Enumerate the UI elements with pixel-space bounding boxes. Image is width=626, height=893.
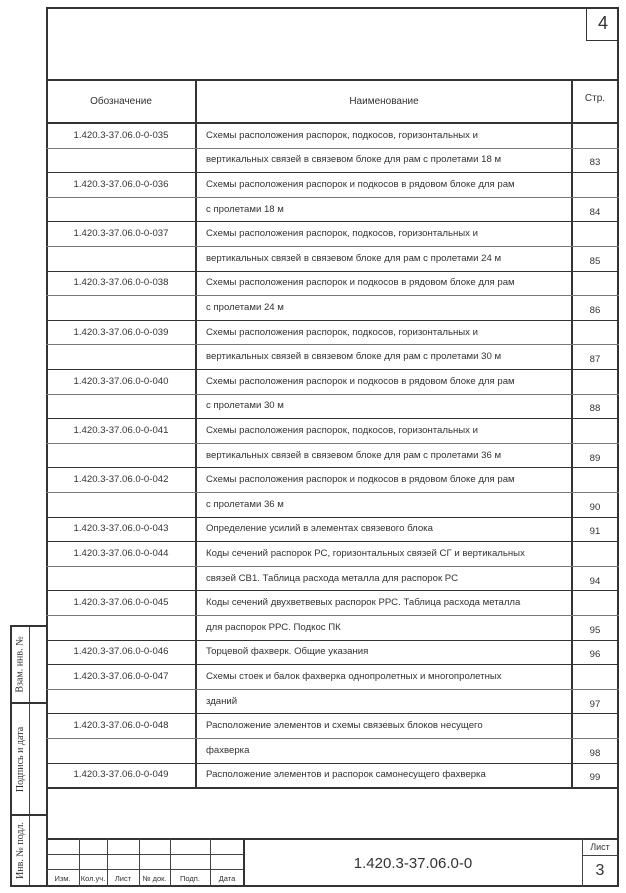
row-name-line: с пролетами 36 м (206, 498, 284, 510)
row-name-line: Схемы расположения распорок и подкосов в рядовом блоке для рам (206, 277, 515, 289)
row-name-line: Схемы расположения распорок, подкосов, горизонтальных и (206, 424, 479, 436)
row-name-line: зданий (206, 695, 238, 707)
side-label-replaced-inv: Взам. инв. № (15, 636, 27, 693)
row-name-line: вертикальных связей в связевом блоке для рам с пролетами 18 м (206, 154, 502, 166)
stamp-row-line-1 (46, 854, 244, 855)
row-name-line: для распорок РРС. Подкос ПК (206, 621, 341, 633)
stamp-label: Кол.уч. (80, 873, 106, 883)
row-name-line: Расположение элементов и схемы связевых блоков несущего (206, 720, 483, 732)
row-page: 88 (589, 403, 601, 415)
document-code: 1.420.3-37.06.0-0 (353, 854, 473, 872)
row-name-line: Расположение элементов и распорок самонесущего фахверка (206, 769, 486, 781)
row-designation: 1.420.3-37.06.0-0-036 (73, 178, 169, 190)
table-bottom-line (46, 787, 619, 789)
row-designation: 1.420.3-37.06.0-0-041 (73, 424, 169, 436)
stamp-label: № док. (142, 873, 167, 883)
header-designation: Обозначение (90, 95, 152, 107)
row-page: 96 (589, 649, 601, 661)
row-page: 97 (589, 698, 601, 710)
row-name-line: Коды сечений распорок РС, горизонтальных связей СГ и вертикальных (206, 547, 525, 559)
row-page: 84 (589, 206, 601, 218)
row-name-line: с пролетами 18 м (206, 203, 284, 215)
row-page: 98 (589, 747, 601, 759)
side-block-replaced-inv (10, 625, 47, 704)
header-page: Стр. (584, 93, 606, 104)
row-page: 99 (589, 772, 601, 784)
row-designation: 1.420.3-37.06.0-0-045 (73, 597, 169, 609)
row-designation: 1.420.3-37.06.0-0-047 (73, 670, 169, 682)
row-designation: 1.420.3-37.06.0-0-038 (73, 277, 169, 289)
row-name-line: вертикальных связей в связевом блоке для рам с пролетами 24 м (206, 252, 502, 264)
row-name-line: Схемы расположения распорок и подкосов в рядовом блоке для рам (206, 178, 515, 190)
row-name-line: Схемы расположения распорок и подкосов в рядовом блоке для рам (206, 474, 515, 486)
row-designation: 1.420.3-37.06.0-0-048 (73, 720, 169, 732)
row-designation: 1.420.3-37.06.0-0-040 (73, 375, 169, 387)
row-name-line: с пролетами 24 м (206, 301, 284, 313)
row-page: 91 (589, 526, 601, 538)
row-name-line: Схемы расположения распорок, подкосов, горизонтальных и (206, 228, 479, 240)
row-name-line: Коды сечений двухветвевых распорок РРС. Таблица расхода металла (206, 597, 521, 609)
side-label-inv-original: Инв. № подл. (15, 822, 27, 879)
row-name-line: Схемы расположения распорок, подкосов, горизонтальных и (206, 129, 479, 141)
row-name-line: вертикальных связей в связевом блоке для рам с пролетами 30 м (206, 351, 502, 363)
row-name-line: с пролетами 30 м (206, 400, 284, 412)
page-number-box (586, 7, 619, 41)
row-name-line: фахверка (206, 744, 250, 756)
row-page: 89 (589, 452, 601, 464)
page-number: 4 (597, 13, 608, 33)
row-name-line: Схемы расположения распорок, подкосов, горизонтальных и (206, 326, 479, 338)
row-designation: 1.420.3-37.06.0-0-039 (73, 326, 169, 338)
row-name-line: Определение усилий в элементах связевого блока (206, 523, 433, 535)
row-designation: 1.420.3-37.06.0-0-037 (73, 228, 169, 240)
sheet-number: 3 (595, 862, 605, 879)
stamp-label: Лист (114, 873, 132, 883)
header-name: Наименование (349, 95, 419, 107)
row-designation: 1.420.3-37.06.0-0-044 (73, 547, 169, 559)
row-name-line: Схемы стоек и балок фахверка однопролетных и многопролетных (206, 670, 502, 682)
row-designation: 1.420.3-37.06.0-0-042 (73, 474, 169, 486)
row-designation: 1.420.3-37.06.0-0-035 (73, 129, 169, 141)
row-page: 94 (589, 575, 601, 587)
row-designation: 1.420.3-37.06.0-0-043 (73, 523, 169, 535)
stamp-label: Дата (218, 873, 236, 883)
side-block-signature-date (10, 702, 47, 816)
side-block-inv-original (10, 814, 47, 887)
row-designation: 1.420.3-37.06.0-0-046 (73, 646, 169, 658)
stamp-label: Изм. (54, 873, 71, 883)
row-designation: 1.420.3-37.06.0-0-049 (73, 769, 169, 781)
row-name-line: связей СВ1. Таблица расхода металла для распорок РС (206, 572, 459, 584)
side-label-signature-date: Подпись и дата (15, 726, 26, 792)
row-page: 86 (589, 304, 601, 316)
row-name-line: Схемы расположения распорок и подкосов в рядовом блоке для рам (206, 375, 515, 387)
row-page: 83 (589, 157, 601, 169)
row-page: 90 (589, 501, 601, 513)
row-page: 95 (589, 624, 601, 636)
row-page: 87 (589, 354, 601, 366)
stamp-label: Подп. (180, 873, 200, 883)
row-page: 85 (589, 255, 601, 267)
row-name-line: вертикальных связей в связевом блоке для рам с пролетами 36 м (206, 449, 502, 461)
sheet-label: Лист (590, 841, 610, 852)
row-name-line: Торцевой фахверк. Общие указания (206, 646, 369, 658)
